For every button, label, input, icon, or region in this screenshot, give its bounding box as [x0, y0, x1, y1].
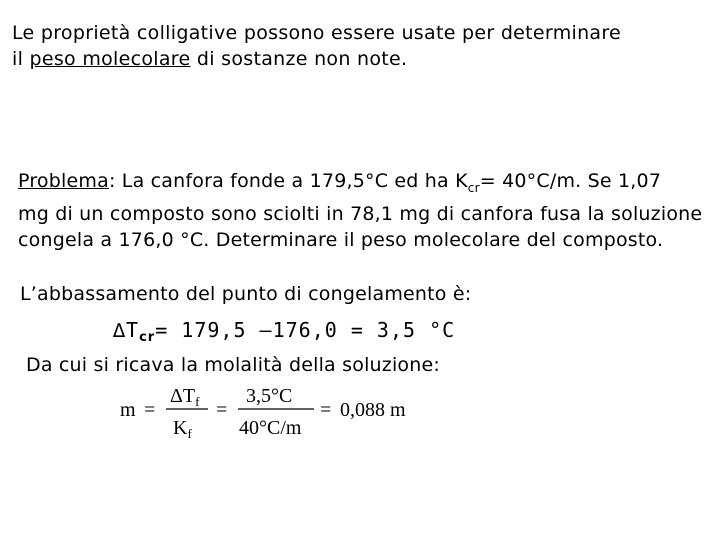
delta-t-subscript: cr [139, 330, 156, 345]
problem-line-2: mg di un composto sono sciolti in 78,1 mg di canfora fusa la soluzione [18, 202, 703, 225]
underlined-term: peso molecolare [29, 48, 191, 70]
problem-line-1-text: : La canfora fonde a 179,5°C ed ha K [108, 170, 468, 192]
problem-line-3: congela a 176,0 °C. Determinare il peso molecolare del composto. [18, 228, 664, 251]
formula-eq-3: = [320, 399, 332, 421]
intro-line-2 [12, 46, 621, 72]
delta-t-symbol: ∆T [113, 318, 140, 342]
formula-den-1: $K_f$ [173, 417, 192, 441]
problem-line-1-end: = 40°C/m. Se 1,07 [479, 170, 662, 192]
delta-t-expression: = 179,5 –176,0 = 3,5 °C [155, 318, 456, 342]
intro-text [12, 20, 621, 72]
intro-line-2-pre: il [12, 48, 30, 70]
formula-result: 0,088 m [340, 399, 406, 421]
molality-text: Da cui si ricava la molalità della soluzione: [26, 354, 440, 376]
formula-num-1: $\Delta T_f$ [170, 385, 200, 409]
problem-line-1 [18, 168, 702, 201]
molality-formula [118, 378, 438, 444]
formula-num-2: 3,5°C [246, 385, 293, 407]
k-subscript: cr [467, 180, 480, 195]
formula-den-2: 40°C/m [239, 417, 302, 439]
intro-line-2-post: di sostanze non note. [190, 48, 408, 70]
intro-line-1: Le proprietà colligative possono essere usate per determinare [12, 22, 622, 44]
formula-eq-1: = [144, 399, 156, 421]
problem-statement [18, 168, 702, 253]
problem-label: Problema [18, 170, 109, 192]
freezing-depression-text: L’abbassamento del punto di congelamento è: [20, 283, 472, 305]
delta-t-equation [113, 318, 455, 345]
formula-m: m [120, 399, 136, 421]
formula-eq-2: = [216, 399, 228, 421]
